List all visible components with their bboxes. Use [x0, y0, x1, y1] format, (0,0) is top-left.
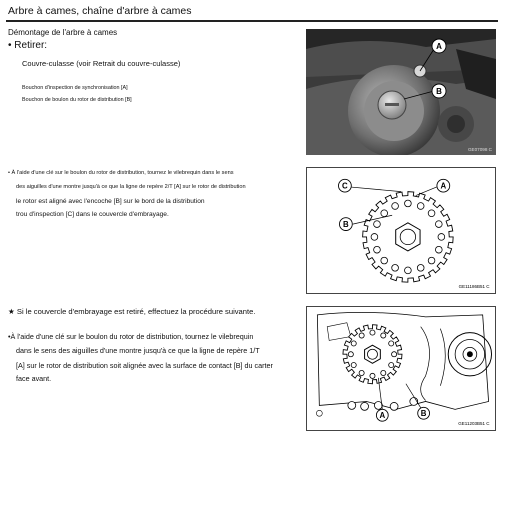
fig1-label-b: B [436, 87, 442, 96]
fig3-rotor-hole [348, 352, 353, 357]
instruction-2-line-1: •À l'aide d'une clé sur le boulon du rotor de distribution, tournez le vilebrequin [8, 332, 254, 341]
fig2-rotor-hole [417, 203, 424, 210]
instruction-2-line-2: dans le sens des aiguilles d'une montre jusqu'à ce que la ligne de repère 1/T [16, 346, 260, 355]
fig3-rotor-hole [381, 370, 386, 375]
fig2-rotor-hole [374, 221, 381, 228]
page-title: Arbre à cames, chaîne d'arbre à cames [8, 5, 192, 17]
fig2-rotor-hole [374, 246, 381, 253]
fig3-rotor-bolt [365, 345, 381, 363]
instruction-1-line-1: • À l'aide d'une clé sur le boulon du rotor de distribution, tournez le vilebrequin dans le sens [8, 170, 234, 176]
step-cylinder-head-cover: Couvre-culasse (voir Retrait du couvre-culasse) [22, 59, 181, 68]
fig2-rotor-hole [371, 234, 378, 241]
fig2-rotor-hole [428, 210, 435, 217]
engine-cover-photo [306, 29, 496, 155]
fig2-rotor-hole [435, 246, 442, 253]
fig3-label-a: A [379, 411, 386, 421]
fig3-code: GE11203B51 C [458, 421, 490, 427]
instruction-1-line-4: trou d'inspection [C] dans le couvercle d'embrayage. [16, 211, 169, 218]
fig2-rotor-hole [381, 210, 388, 217]
fig2-label-b: B [343, 220, 349, 230]
fig3-label-b: B [420, 409, 427, 419]
fig1-code: GE07098 C [467, 147, 492, 152]
fig1-label-a: A [436, 42, 442, 51]
fig3-rotor-hole [389, 341, 394, 346]
clutch-cover-note: ★ Si le couvercle d'embrayage est retiré, effectuez la procédure suivante. [8, 307, 256, 316]
fig2-rotor-hole [392, 264, 399, 271]
fig3-rotor-hole [370, 330, 375, 335]
fig3-rotor-hole [381, 333, 386, 338]
fig2-rotor-hole [428, 257, 435, 264]
title-divider [6, 20, 498, 22]
fig3-rotor-hole [392, 352, 397, 357]
fig2-rotor-hole [392, 203, 399, 210]
fig3-rotor-hole [351, 362, 356, 367]
instruction-2-line-3: [A] sur le rotor de distribution soit alignée avec la surface de contact [B] du carter [16, 361, 273, 370]
instruction-1-line-3: le rotor est aligné avec l'encoche [B] sur le bord de la distribution [16, 198, 205, 205]
fig2-code: GE11186B51 C [458, 284, 490, 290]
fig2-rotor-hole [405, 200, 412, 207]
step-timing-inspection-plug: Bouchon d'inspection de synchronisation [A] [22, 85, 128, 91]
fig3-rotor-hole [389, 362, 394, 367]
crankcase-rotor-diagram [306, 306, 496, 431]
fig2-rotor-hole [435, 221, 442, 228]
fig2-label-c: C [342, 181, 348, 191]
remove-heading: • Retirer: [8, 40, 48, 51]
fig2-rotor-hole [417, 264, 424, 271]
fig3-rotor-hole [359, 370, 364, 375]
section-subtitle: Démontage de l'arbre à cames [8, 28, 118, 37]
fig2-label-a: A [440, 181, 447, 191]
fig3-rotor-hole [370, 373, 375, 378]
fig3-rotor-hole [359, 333, 364, 338]
fig3-rotor-hole [351, 341, 356, 346]
fig2-rotor-hole [438, 234, 445, 241]
fig2-rotor-hole [405, 267, 412, 274]
instruction-2-line-4: face avant. [16, 374, 52, 383]
instruction-1-line-2: des aiguilles d'une montre jusqu'à ce que la ligne de repère 2/T [A] sur le rotor de distribution [16, 184, 246, 190]
fig2-rotor-hole [381, 257, 388, 264]
step-rotor-bolt-plug: Bouchon de boulon du rotor de distribution [B] [22, 97, 132, 103]
timing-rotor-diagram [306, 167, 496, 294]
